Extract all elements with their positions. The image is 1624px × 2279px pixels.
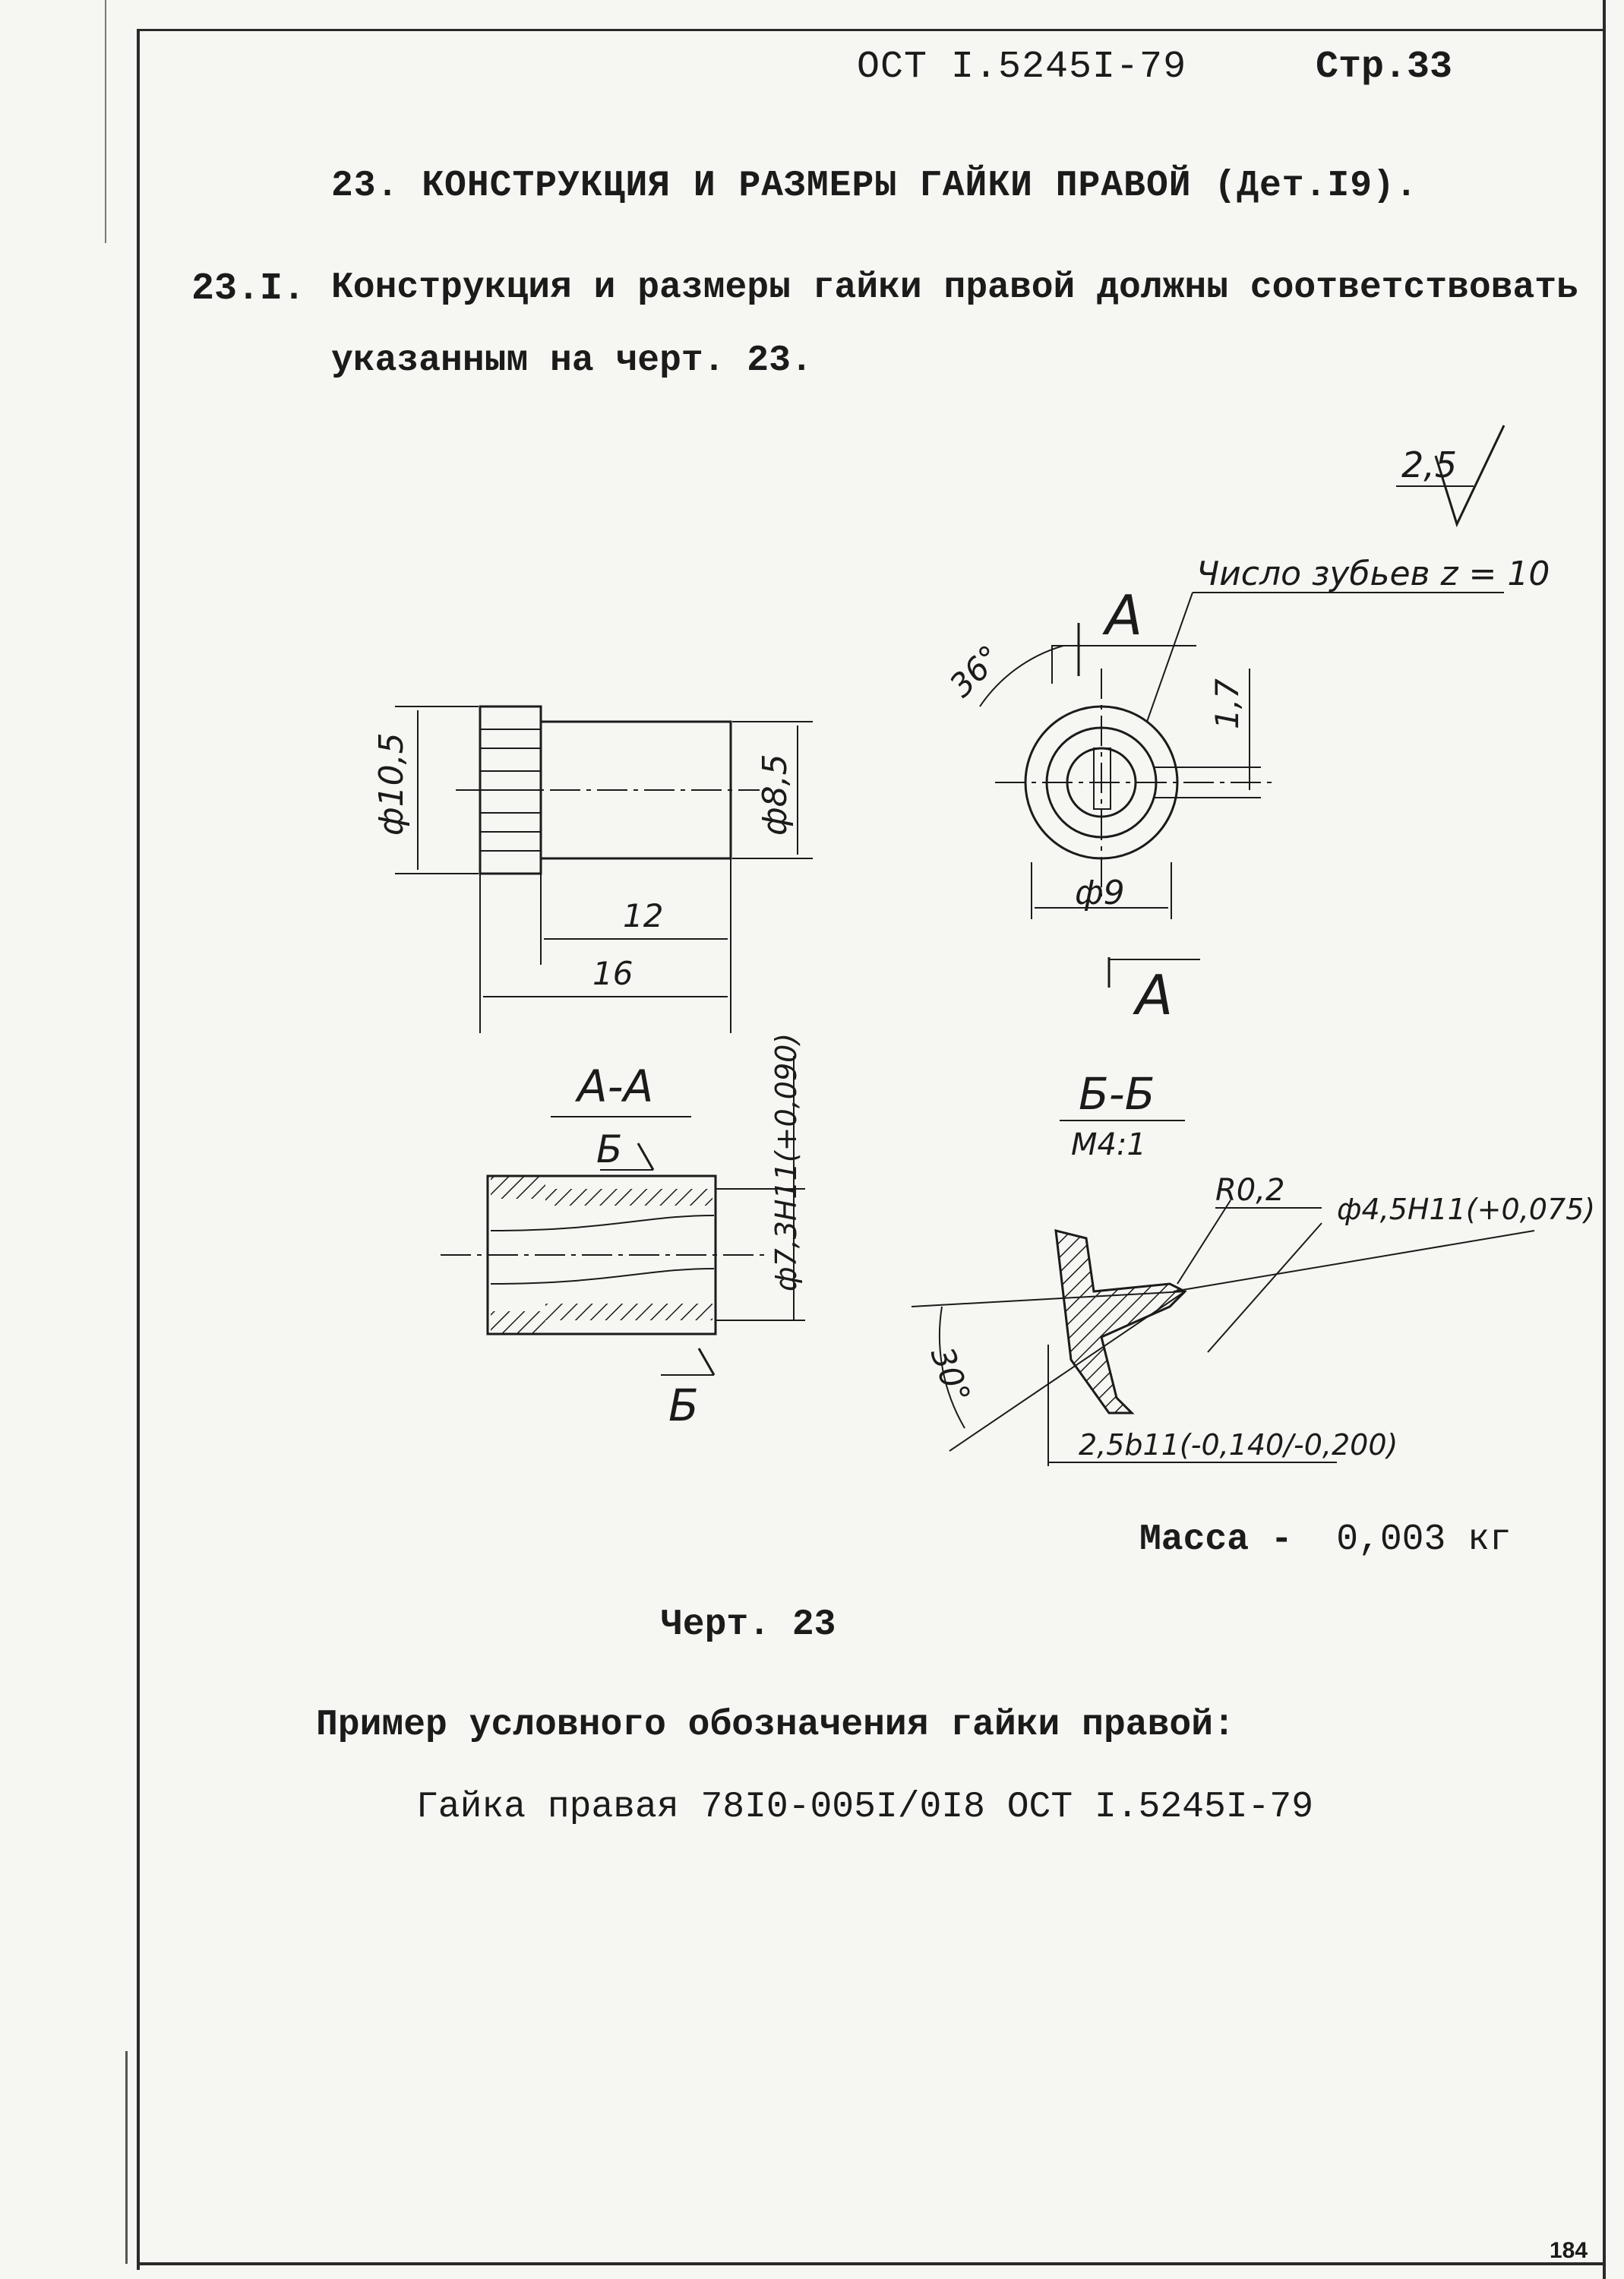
- section-a-a: [441, 1033, 805, 1431]
- angle-30: 30°: [923, 1342, 978, 1408]
- drawing-caption: Черт. 23: [661, 1604, 836, 1645]
- dim-d10-5: ф10,5: [372, 732, 411, 836]
- front-view: [372, 706, 813, 1033]
- dim-1-7: 1,7: [1209, 678, 1246, 729]
- document-code: ОСТ I.5245I-79: [857, 46, 1187, 89]
- dim-16: 16: [592, 955, 633, 992]
- side-view-gear: [942, 555, 1550, 1027]
- section-mark-a-bottom: А: [1136, 963, 1174, 1027]
- paragraph-line-1: Конструкция и размеры гайки правой должны соответствовать: [331, 267, 1578, 308]
- example-designation: Гайка правая 78I0-005I/0I8 ОСТ I.5245I-79: [416, 1787, 1313, 1828]
- scale-label: М4:1: [1071, 1127, 1146, 1162]
- dim-12: 12: [623, 897, 664, 934]
- roughness-value: 2,5: [1401, 444, 1458, 485]
- section-mark-a-top: А: [1105, 583, 1143, 647]
- page-number: 184: [1550, 2238, 1588, 2263]
- roughness-symbol: [1396, 425, 1504, 524]
- teeth-note: Число зубьев z = 10: [1196, 555, 1550, 593]
- mass-line: [1139, 1519, 1512, 1560]
- paragraph-number: 23.I.: [191, 267, 306, 311]
- dim-d9: ф9: [1075, 874, 1125, 912]
- mass-label: Масса -: [1139, 1519, 1293, 1560]
- dim-width: 2,5b11(-0,140/-0,200): [1079, 1428, 1398, 1462]
- view-bb-label: Б-Б: [1079, 1068, 1155, 1120]
- section-mark-b-bottom: Б: [668, 1380, 699, 1431]
- dim-d8-5: ф8,5: [756, 754, 795, 836]
- section-mark-b-top: Б: [596, 1127, 623, 1171]
- section-title: 23. КОНСТРУКЦИЯ И РАЗМЕРЫ ГАЙКИ ПРАВОЙ (Дет.I9).: [331, 166, 1418, 207]
- view-aa-label: А-А: [577, 1060, 654, 1112]
- radius-label: R0,2: [1215, 1173, 1285, 1208]
- example-title: Пример условного обозначения гайки правой:: [316, 1705, 1235, 1746]
- angle-36: 36°: [942, 637, 1009, 705]
- page-label: Стр.33: [1316, 46, 1453, 89]
- section-b-b: [912, 1068, 1595, 1466]
- dim-d7-3: ф7,3H11(+0,090): [769, 1032, 803, 1291]
- paragraph-line-2: указанным на черт. 23.: [331, 340, 813, 381]
- mass-value: 0,003 кг: [1336, 1519, 1512, 1560]
- dim-d4-5: ф4,5H11(+0,075): [1337, 1193, 1596, 1226]
